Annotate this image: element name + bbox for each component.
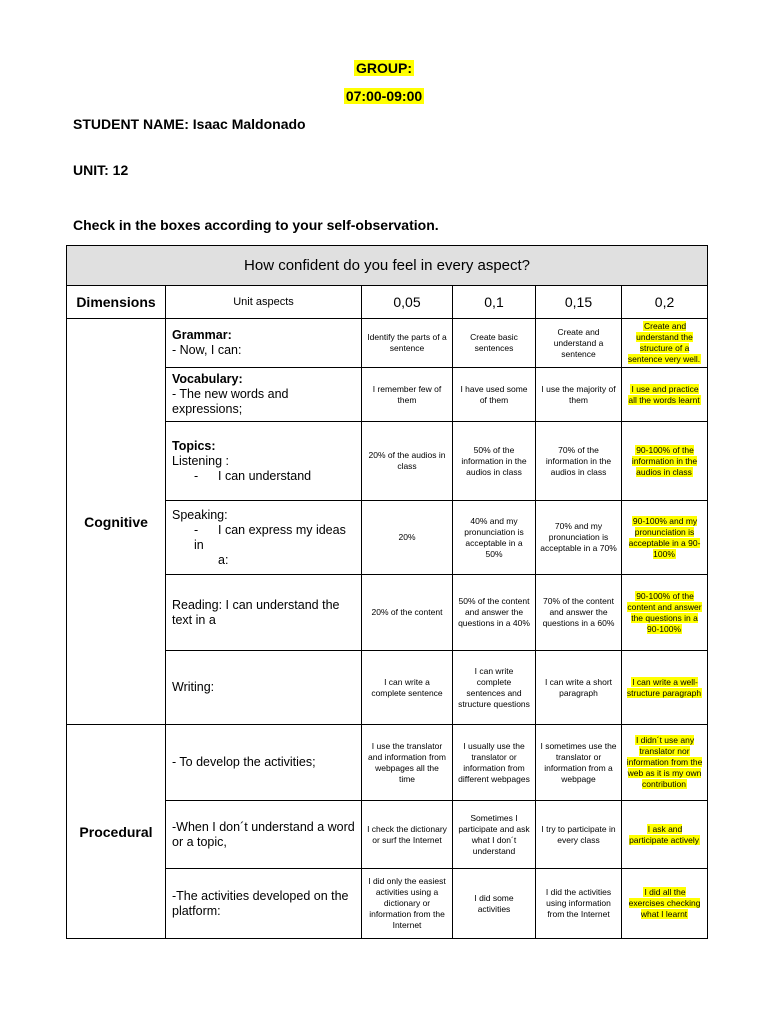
aspect-line: - Now, I can: <box>172 343 242 357</box>
rubric-cell[interactable]: 50% of the content and answer the questions in a 40% <box>453 575 536 651</box>
aspect-cell: Writing: <box>166 651 362 725</box>
aspect-cell: -The activities developed on the platform: <box>166 869 362 939</box>
rubric-cell[interactable]: 20% of the audios in class <box>362 422 453 501</box>
header-score: 0,05 <box>362 286 453 319</box>
aspect-line: I can express my ideas in <box>194 522 346 552</box>
aspect-line: a: <box>218 552 229 567</box>
aspect-cell <box>166 319 362 368</box>
rubric-cell[interactable]: I use the majority of them <box>536 368 622 422</box>
rubric-cell[interactable]: I sometimes use the translator or information from a webpage <box>536 725 622 801</box>
dimension-cognitive: Cognitive <box>67 319 166 725</box>
rubric-cell[interactable]: I check the dictionary or surf the Internet <box>362 801 453 869</box>
header-score: 0,2 <box>622 286 708 319</box>
rubric-cell[interactable]: Create basic sentences <box>453 319 536 368</box>
aspect-title: Grammar: <box>172 328 232 342</box>
selected-text: I can write a well-structure paragraph <box>626 676 702 698</box>
rubric-cell[interactable]: I can write a short paragraph <box>536 651 622 725</box>
aspect-line-bulleted: - I can express my ideas in <box>194 522 346 552</box>
table-row <box>67 725 708 801</box>
aspect-line-bulleted: - I can understand <box>194 468 312 483</box>
aspect-cell <box>166 422 362 501</box>
rubric-cell-selected[interactable] <box>622 319 708 368</box>
aspect-cell: Reading: I can understand the text in a <box>166 575 362 651</box>
header-dimensions: Dimensions <box>67 286 166 319</box>
aspect-title: Vocabulary: <box>172 372 243 386</box>
rubric-cell[interactable]: I did only the easiest activities using a dictionary or information from the Internet <box>362 869 453 939</box>
selected-text: I ask and participate actively <box>629 823 699 845</box>
aspect-cell: - To develop the activities; <box>166 725 362 801</box>
rubric-cell[interactable]: I try to participate in every class <box>536 801 622 869</box>
rubric-cell[interactable]: 70% of the information in the audios in class <box>536 422 622 501</box>
rubric-table <box>66 245 708 939</box>
rubric-cell[interactable]: I did the activities using information from the Internet <box>536 869 622 939</box>
rubric-cell[interactable]: 40% and my pronunciation is acceptable in a 50% <box>453 501 536 575</box>
aspect-line: - The new words and expressions; <box>172 387 289 416</box>
selected-text: 90-100% and my pronunciation is acceptable in a 90-100% <box>628 515 701 559</box>
instruction-text: Check in the boxes according to your self-observation. <box>73 217 439 233</box>
rubric-cell-selected[interactable] <box>622 869 708 939</box>
group-time-text: 07:00-09:00 <box>345 88 423 104</box>
rubric-cell-selected[interactable] <box>622 575 708 651</box>
rubric-cell-selected[interactable] <box>622 368 708 422</box>
rubric-cell-selected[interactable] <box>622 801 708 869</box>
aspect-title: Topics: <box>172 438 216 453</box>
rubric-cell[interactable]: 20% of the content <box>362 575 453 651</box>
rubric-cell-selected[interactable] <box>622 501 708 575</box>
selected-text: 90-100% of the content and answer the questions in a 90-100% <box>627 590 702 634</box>
selected-text: Create and understand the structure of a sentence very well. <box>627 321 701 364</box>
selected-text: I didn´t use any translator nor information from the web as it is my own contribution <box>626 735 703 789</box>
group-label <box>0 60 768 76</box>
selected-text: I did all the exercises checking what I learnt <box>628 887 701 919</box>
aspect-cell: -When I don´t understand a word or a topic, <box>166 801 362 869</box>
rubric-cell[interactable]: I use the translator and information from webpages all the time <box>362 725 453 801</box>
group-time <box>0 88 768 104</box>
rubric-cell[interactable]: I have used some of them <box>453 368 536 422</box>
header-unit-aspects: Unit aspects <box>166 286 362 319</box>
selected-text: 90-100% of the information in the audios in class <box>631 444 698 477</box>
student-name: STUDENT NAME: Isaac Maldonado <box>73 116 306 132</box>
selected-text: I use and practice all the words learnt <box>628 383 700 405</box>
table-title: How confident do you feel in every aspect? <box>67 246 708 286</box>
rubric-cell-selected[interactable] <box>622 651 708 725</box>
rubric-cell-selected[interactable] <box>622 725 708 801</box>
aspect-line: I can understand <box>218 468 312 483</box>
rubric-cell[interactable]: I can write a complete sentence <box>362 651 453 725</box>
dimension-procedural: Procedural <box>67 725 166 939</box>
rubric-cell[interactable]: 70% and my pronunciation is acceptable in a 70% <box>536 501 622 575</box>
aspect-line: Speaking: <box>172 507 228 522</box>
header-score: 0,1 <box>453 286 536 319</box>
unit-number: UNIT: 12 <box>73 162 129 178</box>
rubric-cell[interactable]: Identify the parts of a sentence <box>362 319 453 368</box>
aspect-cell <box>166 368 362 422</box>
rubric-cell[interactable]: 20% <box>362 501 453 575</box>
aspect-line: Listening : <box>172 453 229 468</box>
rubric-cell-selected[interactable] <box>622 422 708 501</box>
group-label-text: GROUP: <box>356 60 412 76</box>
rubric-cell[interactable]: I did some activities <box>453 869 536 939</box>
rubric-cell[interactable]: I usually use the translator or information from different webpages <box>453 725 536 801</box>
rubric-cell[interactable]: I remember few of them <box>362 368 453 422</box>
rubric-cell[interactable]: Create and understand a sentence <box>536 319 622 368</box>
rubric-cell[interactable]: 70% of the content and answer the questions in a 60% <box>536 575 622 651</box>
aspect-cell <box>166 501 362 575</box>
rubric-cell[interactable]: I can write complete sentences and structure questions <box>453 651 536 725</box>
table-row <box>67 319 708 368</box>
header-score: 0,15 <box>536 286 622 319</box>
rubric-cell[interactable]: Sometimes I participate and ask what I don´t understand <box>453 801 536 869</box>
rubric-cell[interactable]: 50% of the information in the audios in class <box>453 422 536 501</box>
